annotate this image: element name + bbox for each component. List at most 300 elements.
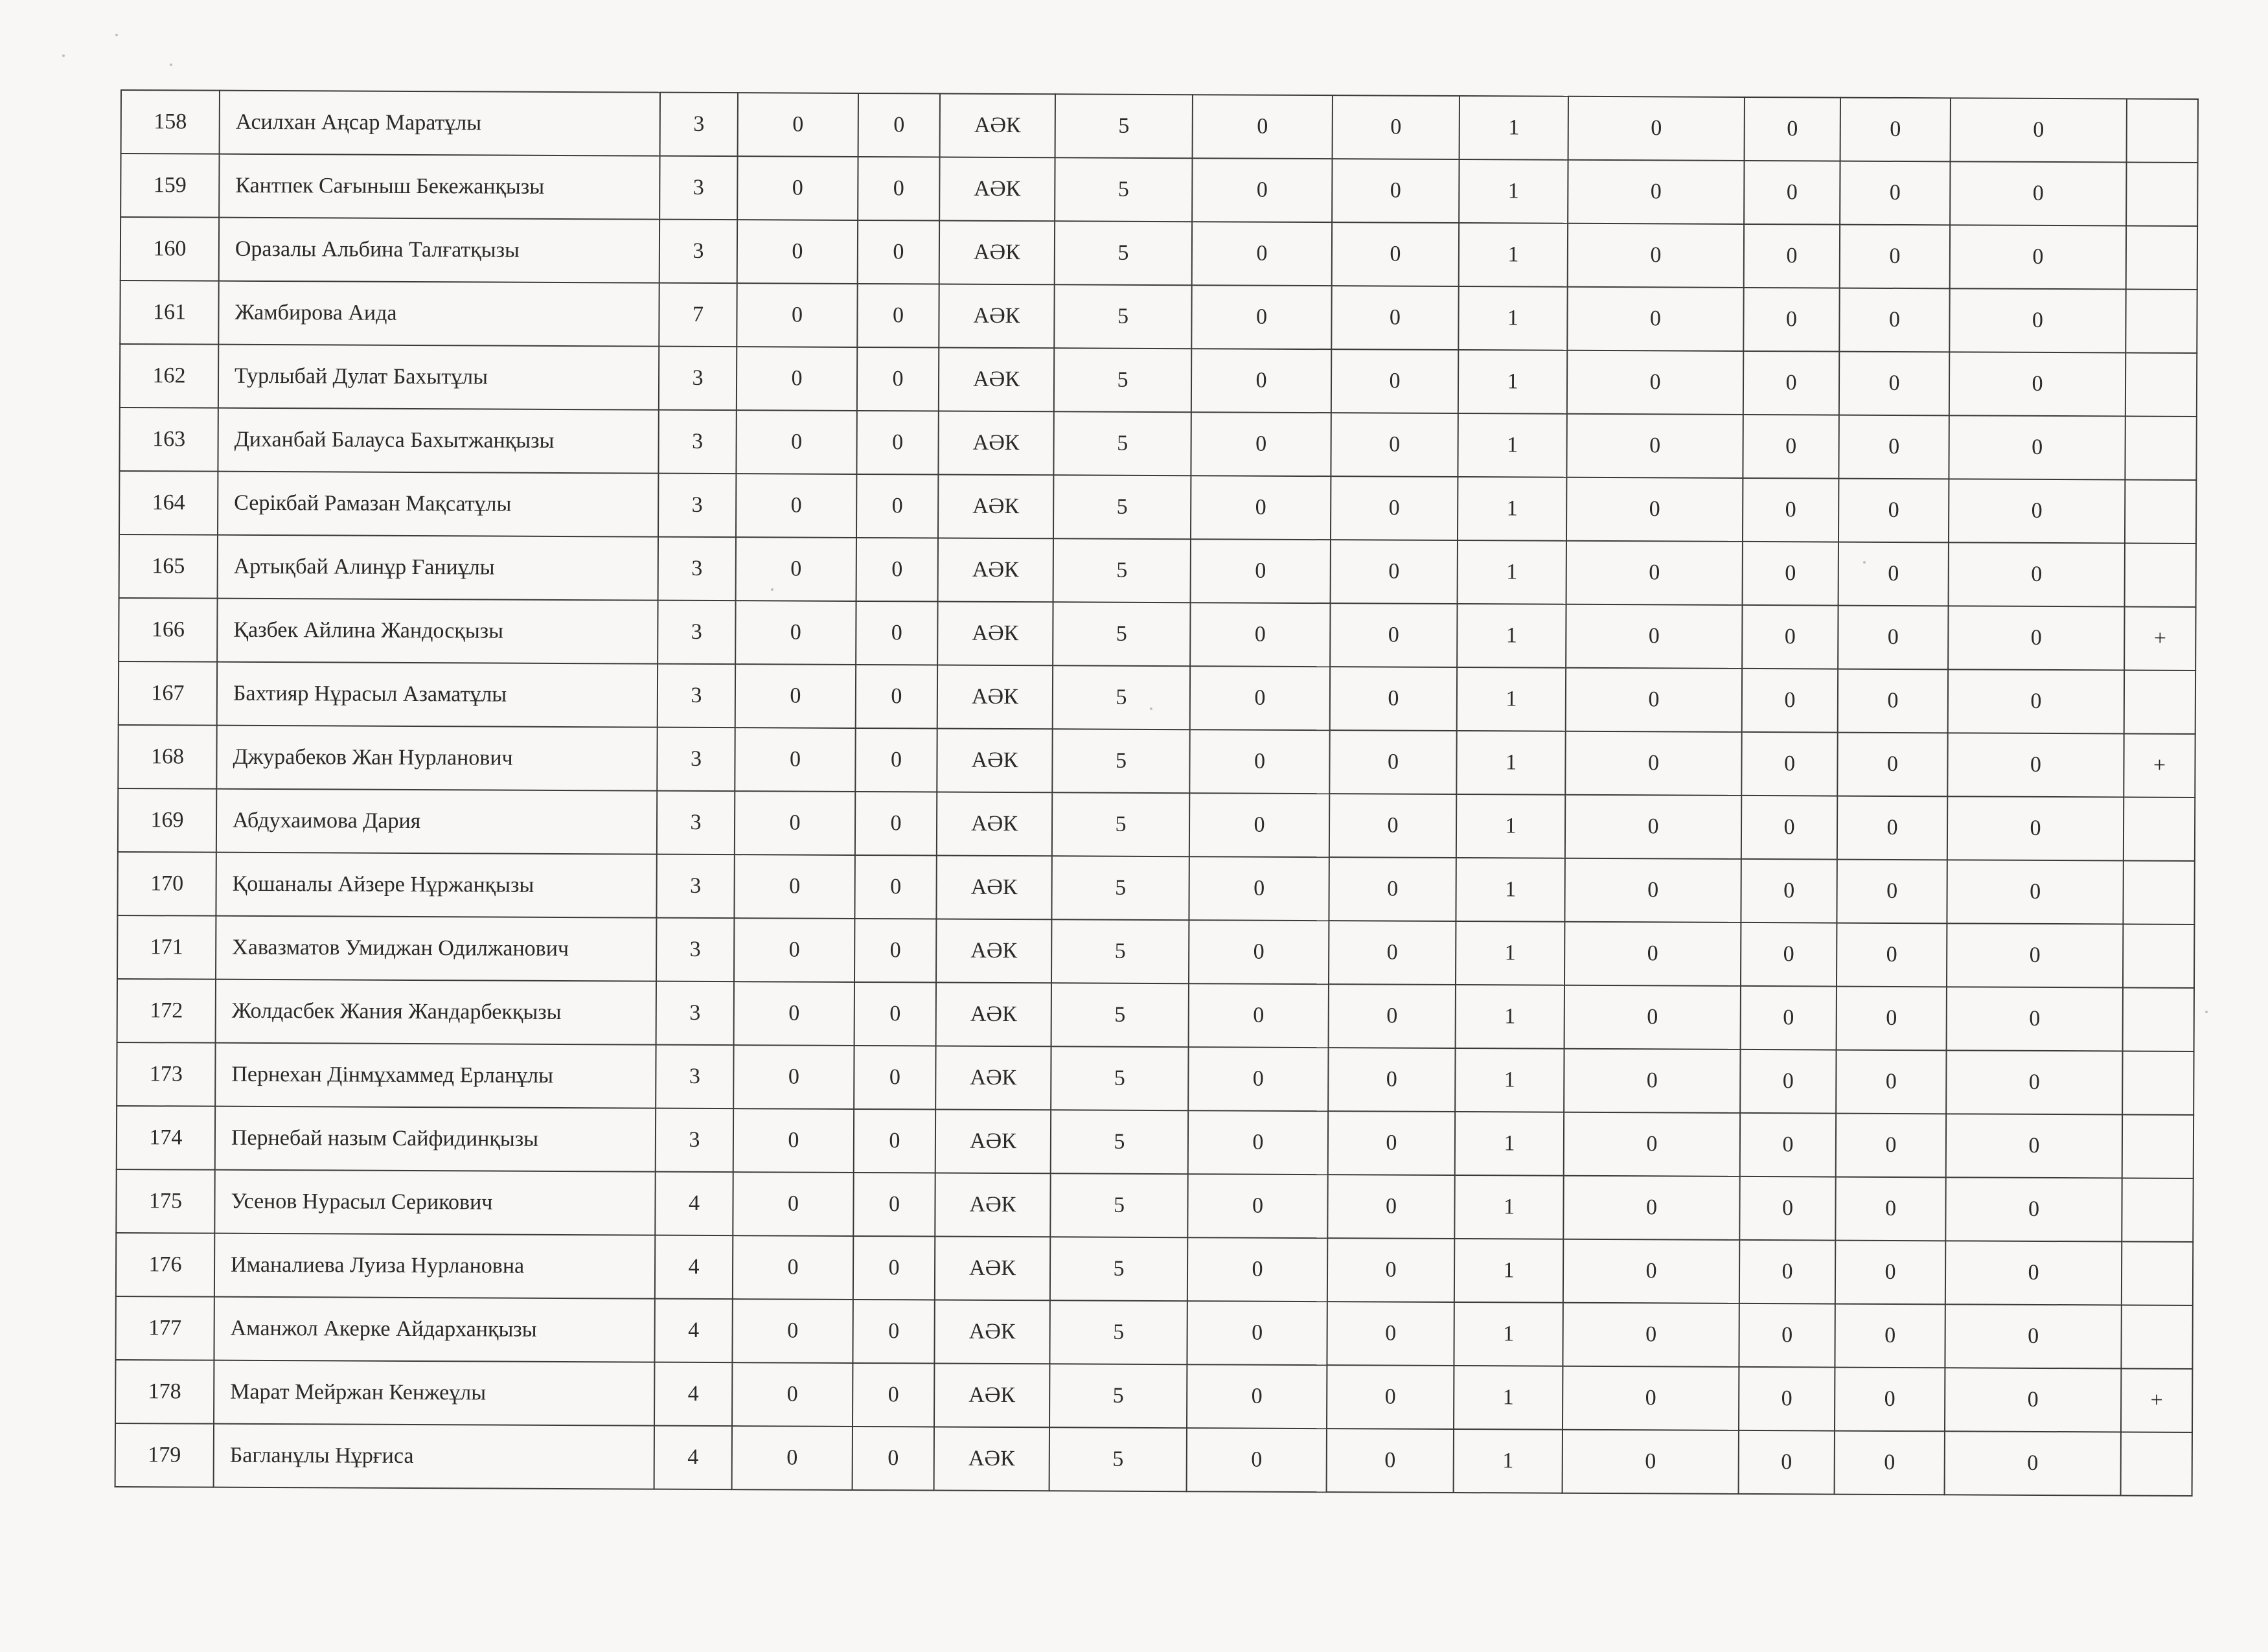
- col-value: 0: [1838, 479, 1949, 543]
- col-value: 0: [1740, 1113, 1836, 1177]
- col-value: 1: [1460, 96, 1568, 160]
- col-value: 0: [1190, 666, 1330, 730]
- col-value: 0: [1191, 412, 1331, 476]
- student-name: Диханбай Балауса Бахытжанқызы: [218, 408, 658, 474]
- col-value: 1: [1458, 413, 1566, 477]
- mark-cell: [2126, 226, 2197, 290]
- col-value: 0: [853, 1236, 935, 1300]
- mark-cell: [2126, 163, 2197, 226]
- row-number: 163: [119, 407, 218, 472]
- col-value: 0: [1191, 539, 1331, 603]
- mark-cell: [2125, 544, 2196, 607]
- table-row: [118, 788, 2195, 861]
- col-value: 0: [1949, 288, 2125, 352]
- col-value: 0: [1741, 859, 1837, 923]
- col-value: 1: [1455, 1048, 1564, 1112]
- col-value: 4: [654, 1299, 732, 1363]
- col-value: 5: [1054, 284, 1191, 349]
- student-name: Жамбирова Аида: [218, 281, 659, 347]
- col-value: 1: [1454, 1175, 1563, 1239]
- row-number: 170: [117, 852, 216, 916]
- col-value: 4: [654, 1426, 732, 1490]
- col-value: 0: [1945, 1368, 2121, 1432]
- student-name: Бахтияр Нұрасыл Азаматұлы: [217, 662, 658, 728]
- col-value: 0: [853, 1173, 935, 1237]
- table-row: [119, 661, 2195, 734]
- student-name: Турлыбай Дулат Бахытұлы: [218, 345, 659, 410]
- row-number: 158: [121, 90, 220, 154]
- col-value: 1: [1456, 731, 1565, 795]
- col-value: 0: [1835, 1368, 1945, 1432]
- col-value: 0: [1329, 984, 1456, 1048]
- col-value: 0: [854, 855, 936, 919]
- mark-cell: +: [2121, 1368, 2192, 1432]
- col-value: 5: [1051, 856, 1189, 920]
- col-value: 0: [856, 665, 937, 729]
- col-value: 0: [1838, 606, 1948, 670]
- col-value: 0: [734, 855, 854, 919]
- col-value: 3: [659, 347, 737, 411]
- col-value: 1: [1454, 1302, 1563, 1366]
- col-value: 0: [1327, 1238, 1454, 1302]
- col-value: 0: [1741, 732, 1837, 796]
- col-value: 5: [1053, 475, 1191, 539]
- col-value: 0: [1568, 160, 1744, 224]
- student-table: [115, 89, 2199, 1497]
- col-value: 1: [1454, 1429, 1563, 1493]
- col-value: 1: [1454, 1239, 1563, 1303]
- row-number: 166: [119, 598, 217, 662]
- mark-cell: [2124, 797, 2195, 861]
- col-value: 0: [1189, 920, 1329, 984]
- col-value: 0: [1836, 1050, 1946, 1114]
- col-value: 0: [1189, 983, 1329, 1048]
- program-code: АӘК: [934, 1300, 1049, 1364]
- col-value: 0: [1744, 224, 1840, 288]
- col-value: 1: [1454, 1366, 1563, 1430]
- student-name: Хавазматов Умиджан Одилжанович: [216, 916, 656, 981]
- col-value: 0: [734, 918, 854, 982]
- col-value: 0: [1329, 794, 1456, 858]
- col-value: 0: [856, 474, 938, 538]
- student-name: Аманжол Акерке Айдарханқызы: [214, 1297, 654, 1362]
- col-value: 0: [1739, 1176, 1835, 1241]
- table-row: [117, 852, 2194, 924]
- col-value: 0: [1188, 1047, 1328, 1111]
- row-number: 171: [117, 915, 216, 980]
- col-value: 0: [1331, 413, 1458, 477]
- col-value: 0: [1839, 288, 1949, 352]
- col-value: 0: [1739, 1240, 1835, 1304]
- col-value: 0: [1945, 1304, 2121, 1368]
- col-value: 4: [655, 1235, 733, 1300]
- col-value: 0: [1563, 1366, 1739, 1430]
- table-body: [115, 90, 2198, 1496]
- col-value: 0: [854, 1109, 935, 1173]
- program-code: АӘК: [937, 792, 1052, 856]
- col-value: 0: [1189, 856, 1329, 921]
- student-name: Оразалы Альбина Талғатқызы: [219, 218, 659, 283]
- col-value: 0: [1945, 1177, 2122, 1241]
- col-value: 0: [1191, 476, 1331, 540]
- col-value: 0: [1567, 287, 1743, 351]
- col-value: 0: [1563, 1303, 1739, 1367]
- program-code: АӘК: [934, 1427, 1049, 1491]
- col-value: 0: [1745, 97, 1840, 161]
- mark-cell: [2122, 1051, 2194, 1114]
- col-value: 0: [1187, 1301, 1327, 1365]
- col-value: 1: [1457, 667, 1566, 731]
- col-value: 0: [1187, 1174, 1327, 1238]
- col-value: 0: [1189, 793, 1329, 857]
- col-value: 3: [657, 728, 735, 792]
- col-value: 0: [1566, 477, 1743, 542]
- col-value: 0: [1739, 1367, 1835, 1431]
- col-value: 0: [1838, 415, 1949, 479]
- col-value: 0: [1837, 987, 1947, 1051]
- table-row: [120, 217, 2197, 290]
- row-number: 168: [118, 725, 216, 789]
- col-value: 0: [737, 220, 858, 284]
- col-value: 0: [1565, 731, 1741, 796]
- col-value: 0: [1331, 286, 1458, 350]
- col-value: 5: [1053, 538, 1191, 602]
- mark-cell: [2122, 1241, 2193, 1305]
- mark-cell: [2123, 924, 2194, 988]
- col-value: 1: [1459, 159, 1568, 224]
- program-code: АӘК: [939, 221, 1055, 285]
- student-name: Марат Мейржан Кенжеұлы: [214, 1360, 654, 1426]
- col-value: 0: [1743, 288, 1839, 352]
- col-value: 0: [1741, 923, 1837, 987]
- col-value: 3: [656, 1045, 733, 1109]
- col-value: 3: [659, 220, 737, 284]
- student-name: Серікбай Рамазан Мақсатұлы: [218, 472, 658, 537]
- col-value: 0: [1327, 1365, 1454, 1429]
- col-value: 1: [1455, 1112, 1564, 1176]
- col-value: 0: [1835, 1241, 1945, 1305]
- col-value: 0: [855, 792, 937, 856]
- col-value: 0: [1330, 667, 1457, 731]
- table-row: [116, 1169, 2193, 1242]
- col-value: 0: [1563, 1430, 1739, 1494]
- col-value: 0: [1565, 795, 1741, 859]
- col-value: 3: [658, 410, 736, 474]
- col-value: 0: [857, 284, 939, 348]
- col-value: 0: [1564, 985, 1741, 1050]
- col-value: 0: [856, 411, 938, 475]
- col-value: 0: [735, 728, 855, 792]
- col-value: 0: [1947, 796, 2124, 860]
- col-value: 3: [658, 601, 735, 665]
- col-value: 0: [1564, 922, 1741, 986]
- col-value: 0: [1192, 158, 1332, 222]
- col-value: 0: [1743, 351, 1839, 415]
- col-value: 5: [1050, 1237, 1187, 1301]
- scan-speck: [115, 34, 118, 36]
- col-value: 0: [853, 1300, 934, 1364]
- col-value: 3: [656, 1108, 733, 1173]
- row-number: 169: [118, 788, 216, 853]
- col-value: 5: [1049, 1427, 1187, 1491]
- col-value: 0: [1564, 1049, 1740, 1113]
- col-value: 0: [856, 601, 937, 665]
- col-value: 5: [1055, 157, 1192, 222]
- col-value: 0: [1946, 1114, 2122, 1178]
- col-value: 0: [1946, 1050, 2122, 1114]
- col-value: 4: [655, 1172, 733, 1236]
- col-value: 0: [1332, 159, 1459, 223]
- col-value: 0: [1329, 921, 1456, 985]
- row-number: 165: [119, 534, 218, 599]
- mark-cell: [2123, 988, 2194, 1051]
- col-value: 0: [733, 1235, 853, 1300]
- mark-cell: +: [2124, 607, 2195, 671]
- mark-cell: [2125, 480, 2196, 544]
- program-code: АӘК: [938, 411, 1053, 476]
- col-value: 1: [1459, 223, 1568, 287]
- table-row: [121, 90, 2198, 163]
- col-value: 0: [1743, 415, 1838, 479]
- table-row: [117, 1106, 2194, 1178]
- mark-cell: [2121, 1432, 2192, 1495]
- col-value: 0: [737, 347, 857, 411]
- col-value: 0: [1839, 352, 1949, 416]
- col-value: 0: [1328, 1048, 1455, 1112]
- col-value: 0: [1835, 1304, 1945, 1368]
- mark-cell: [2125, 353, 2197, 417]
- col-value: 0: [1193, 95, 1333, 159]
- student-name: Абдухаимова Дария: [216, 789, 657, 855]
- col-value: 0: [1947, 733, 2124, 797]
- table-row: [118, 725, 2195, 797]
- col-value: 0: [1328, 1111, 1455, 1175]
- col-value: 3: [656, 855, 734, 919]
- scan-speck: [170, 63, 172, 66]
- mark-cell: [2125, 290, 2197, 353]
- col-value: 0: [1947, 923, 2123, 987]
- col-value: 5: [1051, 983, 1189, 1047]
- col-value: 3: [658, 537, 736, 601]
- student-name: Қошаналы Айзере Нұржанқызы: [216, 853, 656, 918]
- mark-cell: [2121, 1305, 2192, 1368]
- col-value: 0: [857, 347, 939, 411]
- col-value: 0: [1568, 97, 1745, 161]
- table-row: [115, 1360, 2192, 1432]
- col-value: 0: [735, 664, 856, 728]
- row-number: 172: [117, 979, 216, 1043]
- col-value: 0: [1743, 542, 1838, 606]
- program-code: АӘК: [935, 1173, 1050, 1237]
- col-value: 0: [1840, 98, 1951, 162]
- program-code: АӘК: [935, 1046, 1051, 1110]
- col-value: 0: [1191, 285, 1331, 349]
- col-value: 0: [1187, 1237, 1327, 1302]
- row-number: 159: [120, 154, 219, 218]
- student-name: Иманалиева Луиза Нурлановна: [214, 1233, 655, 1299]
- col-value: 0: [1740, 1050, 1836, 1114]
- col-value: 0: [1329, 857, 1456, 921]
- col-value: 0: [1743, 478, 1838, 542]
- col-value: 0: [1744, 161, 1840, 225]
- row-number: 161: [120, 281, 218, 345]
- col-value: 7: [659, 283, 737, 347]
- col-value: 0: [1949, 542, 2125, 606]
- col-value: 3: [656, 981, 734, 1046]
- col-value: 0: [737, 283, 857, 347]
- col-value: 0: [733, 1045, 854, 1109]
- col-value: 0: [1742, 669, 1838, 733]
- col-value: 5: [1049, 1300, 1187, 1364]
- table-row: [117, 979, 2194, 1051]
- col-value: 0: [1190, 602, 1330, 667]
- col-value: 0: [1331, 349, 1458, 413]
- col-value: 0: [1566, 604, 1742, 669]
- col-value: 3: [656, 918, 734, 982]
- row-number: 164: [119, 471, 218, 535]
- col-value: 0: [1333, 95, 1460, 159]
- col-value: 0: [1835, 1177, 1945, 1241]
- col-value: 5: [1051, 919, 1189, 983]
- scan-speck: [2205, 1011, 2208, 1013]
- col-value: 0: [854, 982, 936, 1046]
- col-value: 0: [1950, 161, 2126, 225]
- table-row: [119, 471, 2196, 544]
- program-code: АӘК: [938, 538, 1053, 602]
- student-name: Жолдасбек Жания Жандарбекқызы: [216, 980, 656, 1045]
- col-value: 1: [1456, 794, 1565, 858]
- col-value: 0: [1837, 860, 1947, 924]
- col-value: 0: [858, 220, 939, 284]
- col-value: 1: [1458, 286, 1567, 350]
- program-code: АӘК: [938, 475, 1053, 539]
- col-value: 0: [1187, 1428, 1327, 1492]
- col-value: 0: [1949, 352, 2125, 416]
- col-value: 0: [1332, 222, 1459, 286]
- col-value: 0: [1947, 860, 2123, 924]
- program-code: АӘК: [934, 1364, 1049, 1428]
- col-value: 3: [660, 93, 738, 157]
- row-number: 160: [120, 217, 219, 281]
- col-value: 0: [1840, 225, 1950, 289]
- row-number: 179: [115, 1423, 214, 1487]
- mark-cell: [2123, 861, 2194, 924]
- col-value: 0: [1566, 541, 1743, 605]
- program-code: АӘК: [936, 919, 1051, 983]
- col-value: 0: [732, 1299, 853, 1363]
- table-row: [119, 534, 2196, 607]
- col-value: 5: [1051, 1110, 1188, 1174]
- student-name: Пернебай назым Сайфидинқызы: [215, 1107, 656, 1172]
- col-value: 0: [1945, 1431, 2121, 1495]
- program-code: АӘК: [937, 602, 1053, 666]
- student-name: Қазбек Айлина Жандосқызы: [217, 599, 658, 664]
- col-value: 0: [1331, 476, 1458, 540]
- mark-cell: [2122, 1178, 2193, 1241]
- col-value: 4: [654, 1362, 732, 1427]
- col-value: 5: [1049, 1364, 1187, 1428]
- col-value: 3: [657, 791, 735, 855]
- col-value: 0: [1327, 1428, 1454, 1493]
- program-code: АӘК: [936, 983, 1051, 1047]
- col-value: 1: [1456, 985, 1564, 1049]
- col-value: 0: [854, 1046, 935, 1110]
- col-value: 0: [1840, 161, 1950, 225]
- col-value: 5: [1055, 221, 1192, 285]
- col-value: 0: [732, 1362, 853, 1427]
- col-value: 5: [1052, 792, 1189, 856]
- col-value: 3: [659, 156, 737, 220]
- program-code: АӘК: [937, 665, 1053, 729]
- col-value: 1: [1458, 350, 1567, 414]
- row-number: 162: [120, 344, 218, 408]
- col-value: 0: [1566, 414, 1743, 478]
- table-row: [119, 407, 2196, 480]
- row-number: 174: [117, 1106, 215, 1170]
- col-value: 0: [737, 156, 858, 220]
- col-value: 0: [1568, 224, 1744, 288]
- col-value: 5: [1051, 1046, 1188, 1110]
- table-row: [115, 1296, 2192, 1369]
- col-value: 0: [1948, 669, 2124, 733]
- col-value: 1: [1458, 540, 1566, 604]
- program-code: АӘК: [939, 348, 1054, 412]
- col-value: 0: [858, 157, 939, 221]
- col-value: 1: [1456, 921, 1564, 985]
- row-number: 176: [116, 1233, 214, 1297]
- col-value: 0: [853, 1427, 934, 1491]
- mark-cell: [2122, 1114, 2194, 1178]
- col-value: 0: [1741, 986, 1837, 1050]
- col-value: 0: [732, 1426, 853, 1490]
- col-value: 5: [1053, 665, 1190, 729]
- col-value: 0: [1327, 1302, 1454, 1366]
- student-name: Асилхан Аңсар Маратұлы: [220, 91, 660, 156]
- table-row: [120, 281, 2197, 353]
- student-name: Артықбай Алинұр Ғаниұлы: [218, 535, 658, 601]
- col-value: 0: [1566, 668, 1742, 732]
- table-row: [117, 1042, 2194, 1115]
- col-value: 0: [1329, 730, 1456, 794]
- col-value: 5: [1052, 729, 1189, 793]
- col-value: 0: [1563, 1239, 1739, 1303]
- col-value: 0: [1563, 1176, 1739, 1240]
- col-value: 0: [1837, 923, 1947, 987]
- col-value: 1: [1456, 858, 1564, 922]
- col-value: 0: [1739, 1430, 1835, 1495]
- col-value: 0: [1837, 796, 1947, 860]
- col-value: 5: [1053, 602, 1190, 666]
- table-row: [115, 1423, 2192, 1496]
- col-value: 0: [854, 919, 936, 983]
- col-value: 0: [1739, 1303, 1835, 1368]
- col-value: 0: [738, 93, 858, 157]
- col-value: 0: [735, 601, 856, 665]
- table-row: [120, 344, 2197, 417]
- table-row: [117, 915, 2194, 988]
- mark-cell: [2125, 417, 2196, 480]
- student-name: Пернехан Дінмұхаммед Ерланұлы: [215, 1043, 656, 1108]
- col-value: 5: [1053, 411, 1191, 476]
- row-number: 175: [116, 1169, 214, 1233]
- col-value: 5: [1055, 94, 1193, 158]
- col-value: 5: [1050, 1173, 1187, 1237]
- col-value: 0: [855, 728, 937, 792]
- col-value: 0: [1742, 605, 1838, 669]
- student-name: Усенов Нурасыл Серикович: [214, 1170, 655, 1235]
- program-code: АӘК: [937, 729, 1052, 793]
- col-value: 0: [858, 93, 940, 157]
